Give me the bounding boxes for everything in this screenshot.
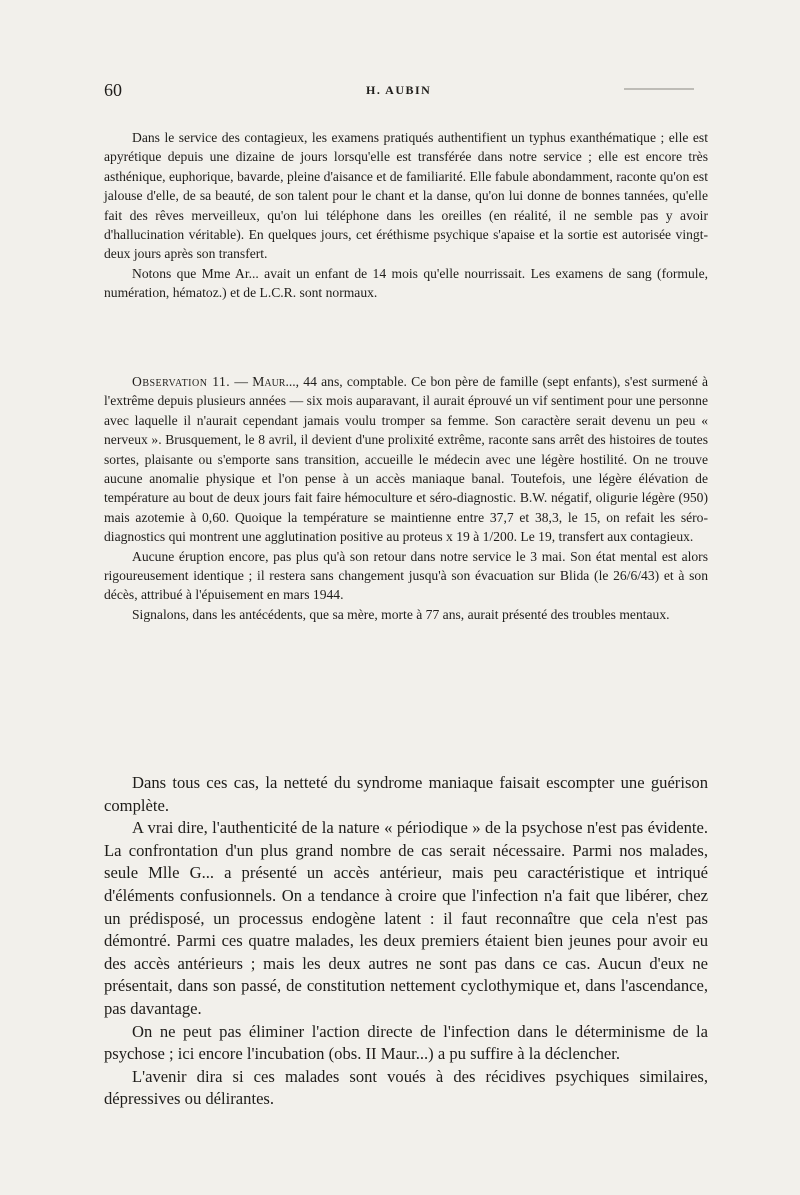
print-smudge xyxy=(624,88,694,90)
paragraph: Notons que Mme Ar... avait un enfant de 14 mois qu'elle nourrissait. Les examens de sang (formule, numération, hématoz.) et de L.C.R. sont normaux. xyxy=(104,265,708,301)
paragraph: Dans le service des contagieux, les examens pratiqués authentifient un typhus exanthématique ; elle est apyrétique depuis une dizaine de jours lorsqu'elle est transférée dans notre service ; elle est encore très asthénique, euphorique, bavarde, pleine d'aisance et de familiarité. Elle fabule abondamment, raconte qu'on est jalouse d'elle, de sa beauté, de son talent pour le chant et la danse, qu'on lui donne de bonnes tannées, qu'elle fait des rêves merveilleux, qu'on lui téléphone dans les oreilles (en réalité, il ne semble pas y avoir d'hallucination véritable). En quelques jours, cet éréthisme psychique s'apaise et la sortie est autorisée vingt-deux jours après son transfert. xyxy=(104,130,708,262)
page-header xyxy=(104,80,704,104)
observation-11 xyxy=(104,372,708,624)
observation-text: , 44 ans, comptable. Ce bon père de famille (sept enfants), s'est surmené à l'extrême depuis plusieurs années — six mois auparavant, il aurait éprouvé un vif sentiment pour une personne avec laquelle il n'aurait cependant jamais voulu tromper sa femme. Son caractère serait devenu un peu « nerveux ». Brusquement, le 8 avril, il devient d'une prolixité extrême, raconte sans arrêt des histoires de toutes sortes, plaisante ou s'emporte sans transition, accueille le médecin avec une légère hostilité. On ne trouve aucune anomalie physique et l'on pense à un accès maniaque banal. Toutefois, une légère élévation de température au bout de deux jours fait faire hémoculture et séro-diagnostic. B.W. négatif, oligurie légère (950) mais azotemie à 0,60. Quoique la température se maintienne entre 37,7 et 38,3, le 15, on refait les séro-diagnostics qui montrent une agglutination positive au proteus x 19 à 1/200. Le 19, transfert aux contagieux. xyxy=(104,374,709,545)
case-continuation xyxy=(104,128,708,303)
observation-dash: — xyxy=(230,374,253,389)
paragraph: Dans tous ces cas, la netteté du syndrome maniaque faisait escompter une guérison complète. xyxy=(104,773,708,815)
observation-patient: Maur... xyxy=(252,374,296,389)
paragraph: Signalons, dans les antécédents, que sa mère, morte à 77 ans, aurait présenté des troubles mentaux. xyxy=(132,606,670,622)
paragraph: A vrai dire, l'authenticité de la nature « périodique » de la psychose n'est pas évidente. La confrontation d'un plus grand nombre de cas serait nécessaire. Parmi nos malades, seule Mlle G... a présenté un accès antérieur, mais peu caractéristique et intriqué d'éléments confusionnels. On a tendance à croire que l'infection n'a fait que libérer, chez un prédisposé, un processus endogène latent : il faut reconnaître que cela n'est pas démontré. Parmi ces quatre malades, les deux premiers étaient bien jeunes pour avoir eu des accès antérieurs ; mais les deux autres ne sont pas dans ce cas. Aucun d'eux ne présentait, dans son passé, de constitution nettement cyclothymique et, dans l'ascendance, pas davantage. xyxy=(104,818,708,1018)
paragraph: L'avenir dira si ces malades sont voués à des récidives psychiques similaires, dépressives ou délirantes. xyxy=(104,1066,708,1109)
observation-paragraph xyxy=(104,372,708,547)
discussion xyxy=(104,772,708,1111)
paragraph: On ne peut pas éliminer l'action directe de l'infection dans le déterminisme de la psychose ; ici encore l'incubation (obs. II Maur...) a pu suffire à la déclencher. xyxy=(104,1021,708,1064)
observation-label: Observation 11. xyxy=(132,374,231,389)
paragraph: Aucune éruption encore, pas plus qu'à son retour dans notre service le 3 mai. Son état mental est alors rigoureusement identique ; il restera sans changement jusqu'à son évacuation sur Blida (le 26/6/43) et à son décès, attribué à l'épuisement en mars 1944. xyxy=(104,548,708,603)
running-head: H. AUBIN xyxy=(366,83,432,97)
page-number: 60 xyxy=(104,80,122,100)
